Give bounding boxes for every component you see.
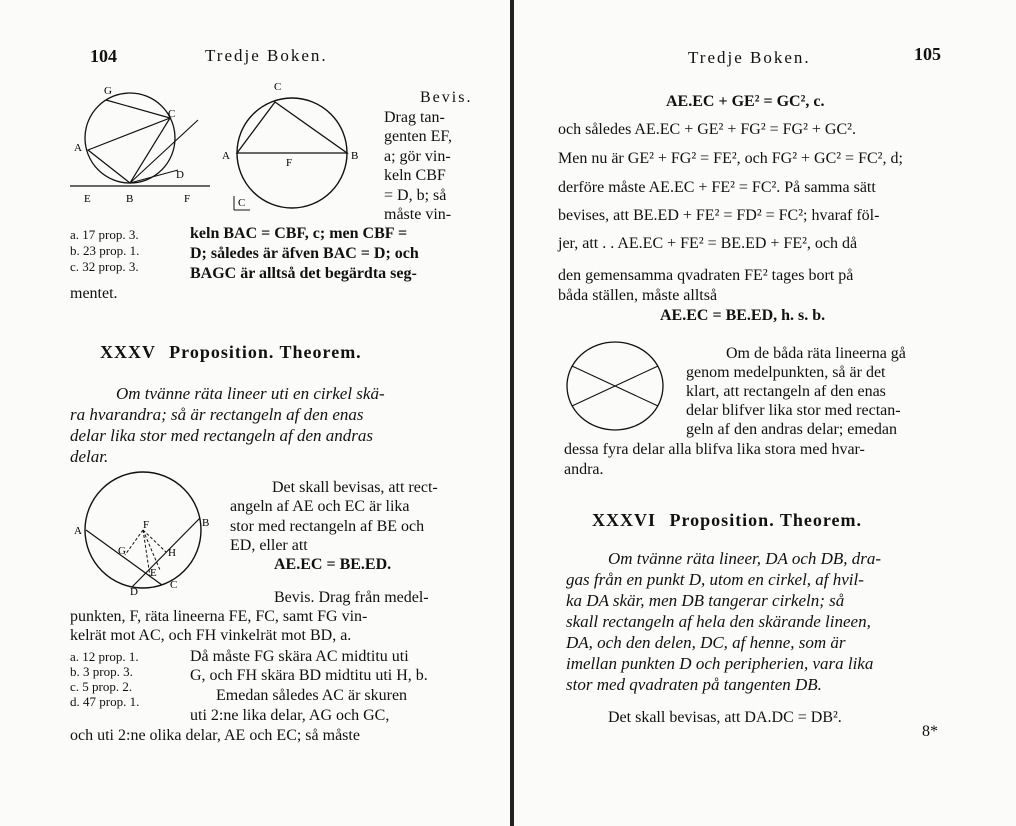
proof1-line10: BAGC är alltså det begärdta seg-: [190, 265, 417, 282]
theorem-xxxvi-line5: DA, och den delen, DC, af henne, som är: [566, 633, 846, 652]
heading-xxxvi-title: Proposition. Theorem.: [669, 510, 863, 530]
fig3-label-e: E: [150, 567, 157, 579]
eq-line5: bevises, att BE.ED + FE² = FD² = FC²; hvaraf föl-: [558, 207, 880, 224]
fig3-label-g: G: [118, 545, 126, 557]
proof2-ref-a: a. 12 prop. 1.: [70, 649, 139, 664]
proof2-line2: angeln af AE och EC är lika: [230, 498, 410, 515]
final-statement: Det skall bevisas, att DA.DC = DB².: [608, 709, 842, 726]
proof1-line7: måste vin-: [384, 206, 452, 223]
theorem-xxxvi-line1: Om tvänne räta lineer, DA och DB, dra-: [608, 549, 882, 568]
proof1-line2: Drag tan-: [384, 109, 445, 126]
fig1-label-c: C: [168, 108, 176, 120]
corollary-line4: delar blifver lika stor med rectan-: [686, 402, 901, 419]
proof2-line3: stor med rectangeln af BE och: [230, 518, 425, 535]
heading-xxxv-number: XXXV: [100, 342, 156, 362]
fig3-label-a: A: [74, 525, 82, 537]
proof1-line9: D; således är äfven BAC = D; och: [190, 245, 419, 262]
theorem-xxxvi-line2: gas från en punkt D, utom en cirkel, af hvil-: [566, 570, 864, 589]
heading-xxxvi-number: XXXVI: [592, 510, 657, 530]
proof2-ref-c: c. 5 prop. 2.: [70, 679, 133, 694]
proof2-line11: Emedan således AC är skuren: [216, 687, 408, 704]
heading-xxxv: [100, 342, 362, 363]
theorem-xxxv-line1: Om tvänne räta lineer uti en cirkel skä-: [116, 384, 385, 403]
proof1-ref-c: c. 32 prop. 3.: [70, 259, 139, 274]
proof1-line8: keln BAC = CBF, c; men CBF =: [190, 225, 408, 242]
figure-intersecting-chords: [70, 470, 220, 600]
eq-line7: den gemensamma qvadraten FE² tages bort på: [558, 267, 854, 284]
proof1-line11: mentet.: [70, 285, 118, 302]
theorem-xxxvi-line3: ka DA skär, men DB tangerar cirkeln; så: [566, 591, 845, 610]
proof2-line9: Då måste FG skära AC midtitu uti: [190, 648, 409, 665]
theorem-xxxv-line2: ra hvarandra; så är rectangeln af den enas: [70, 405, 364, 424]
fig2-label-c: C: [274, 81, 282, 93]
proof2-line10: G, och FH skära BD midtitu uti H, b.: [190, 667, 428, 684]
theorem-xxxv-line3: delar lika stor med rectangeln af den andras: [70, 426, 373, 445]
eq-line6: jer, att . . AE.EC + FE² = BE.ED + FE², och då: [558, 235, 858, 252]
heading-xxxvi: [592, 510, 862, 531]
eq-line9: AE.EC = BE.ED, h. s. b.: [660, 307, 826, 324]
eq-line3: Men nu är GE² + FG² = FE², och FG² + GC² = FC², d;: [558, 150, 903, 167]
fig3-label-d: D: [130, 586, 138, 598]
page-number-left: 104: [90, 46, 117, 66]
theorem-xxxvi-line6: imellan punkten D och peripherien, vara lika: [566, 654, 874, 673]
fig2-label-f: F: [286, 157, 293, 169]
proof2-ref-b: b. 3 prop. 3.: [70, 664, 133, 679]
proof1-ref-a: a. 17 prop. 3.: [70, 227, 139, 242]
figure-diameter-triangle: [220, 80, 380, 210]
fig1-label-b: B: [126, 193, 134, 205]
proof2-line7: punkten, F, räta lineerna FE, FC, samt FG vin-: [70, 608, 368, 625]
fig2-label-c-bottom: C: [238, 197, 246, 209]
eq-line1: AE.EC + GE² = GC², c.: [666, 93, 825, 110]
proof2-line13: och uti 2:ne olika delar, AE och EC; så måste: [70, 727, 360, 744]
proof2-line4: ED, eller att: [230, 537, 308, 554]
proof1-line3: genten EF,: [384, 128, 453, 145]
eq-line4: derföre måste AE.EC + FE² = FC². På samma sätt: [558, 179, 876, 196]
theorem-xxxvi-line7: stor med qvadraten på tangenten DB.: [566, 675, 822, 694]
fig3-label-f: F: [143, 519, 150, 531]
proof1-line1: Bevis.: [420, 89, 473, 106]
theorem-xxxv-line4: delar.: [70, 447, 109, 466]
proof2-ref-d: d. 47 prop. 1.: [70, 694, 140, 709]
corollary-line1: Om de båda räta lineerna gå: [726, 345, 906, 362]
figure-diameters: [564, 340, 674, 435]
signature-mark: 8*: [922, 723, 938, 740]
eq-line8: båda ställen, måste alltså: [558, 287, 718, 304]
fig2-label-a: A: [222, 150, 230, 162]
proof1-ref-b: b. 23 prop. 1.: [70, 243, 140, 258]
fig1-label-e: E: [84, 193, 91, 205]
corollary-line6: dessa fyra delar alla blifva lika stora med hvar-: [564, 441, 865, 458]
corollary-line3: klart, att rectangeln af den enas: [686, 383, 886, 400]
proof2-line5: AE.EC = BE.ED.: [274, 556, 392, 573]
fig1-label-f: F: [184, 193, 191, 205]
fig3-label-h: H: [168, 547, 176, 559]
running-head-right: Tredje Boken.: [688, 48, 811, 67]
fig2-label-b: B: [351, 150, 359, 162]
proof2-line8: kelrät mot AC, och FH vinkelrät mot BD, a.: [70, 627, 352, 644]
corollary-line5: geln af den andras delar; emedan: [686, 421, 898, 438]
proof2-line6: Bevis. Drag från medel-: [274, 589, 429, 606]
corollary-line7: andra.: [564, 461, 604, 478]
proof1-line4: a; gör vin-: [384, 148, 451, 165]
fig3-label-c: C: [170, 579, 178, 591]
fig3-label-b: B: [202, 517, 210, 529]
figure-tangent-segment: [70, 80, 220, 210]
right-page: [514, 0, 1016, 826]
running-head-left: Tredje Boken.: [205, 46, 328, 65]
page-number-right: 105: [914, 44, 941, 64]
proof1-line5: keln CBF: [384, 167, 446, 184]
eq-line2: och således AE.EC + GE² + FG² = FG² + GC².: [558, 121, 856, 138]
fig1-label-a: A: [74, 142, 82, 154]
theorem-xxxvi-line4: skall rectangeln af hela den skärande lineen,: [566, 612, 871, 631]
proof2-line12: uti 2:ne lika delar, AG och GC,: [190, 707, 390, 724]
fig1-label-d: D: [176, 169, 184, 181]
corollary-line2: genom medelpunkten, så är det: [686, 364, 886, 381]
heading-xxxv-title: Proposition. Theorem.: [169, 342, 362, 362]
proof2-line1: Det skall bevisas, att rect-: [272, 479, 438, 496]
proof1-line6: = D, b; så: [384, 187, 447, 204]
fig1-label-g: G: [104, 85, 112, 97]
